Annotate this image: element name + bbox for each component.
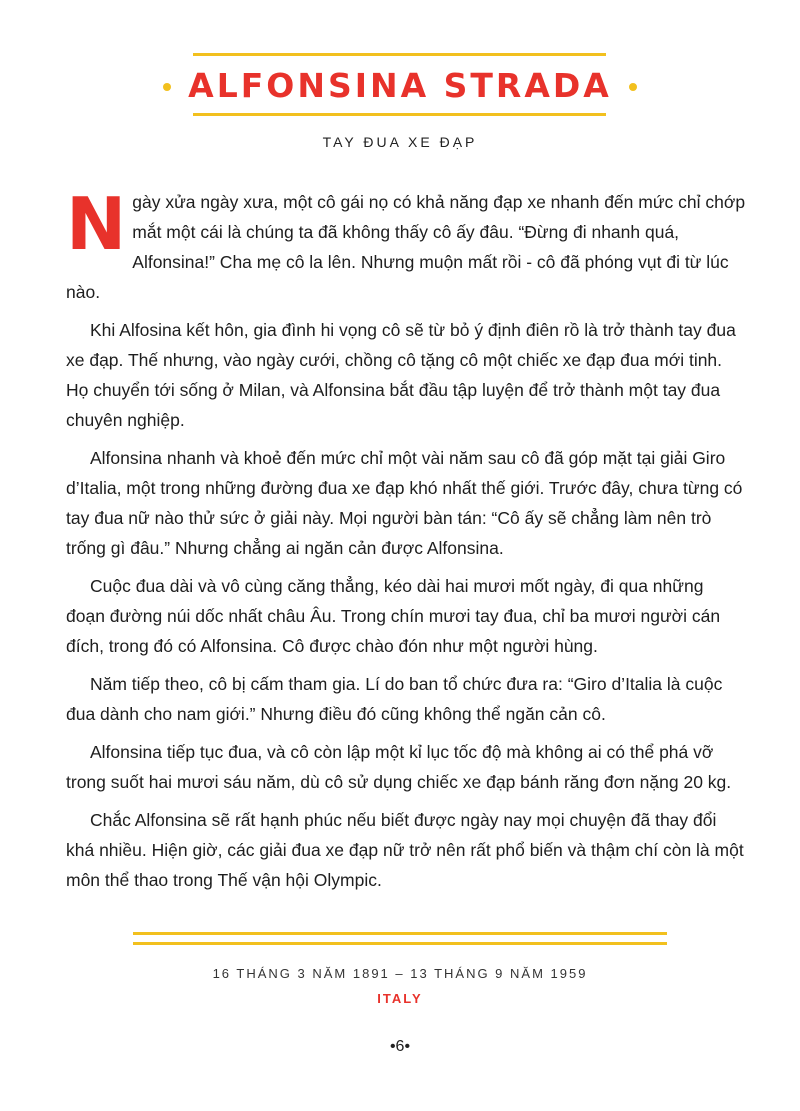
paragraph-1: Ngày xửa ngày xưa, một cô gái nọ có khả năng đạp xe nhanh đến mức chỉ chớp mắt một cái là chúng ta đã không thấy cô ấy đâu. “Đừng đi nhanh quá, Alfonsina!” Cha mẹ cô la lên. Nhưng muộn mất rồi - cô đã phóng vụt đi từ lúc nào. xyxy=(66,182,746,302)
footer-top-rule xyxy=(133,932,667,935)
page-subtitle: TAY ĐUA XE ĐẠP xyxy=(322,134,478,150)
paragraph-7: Chắc Alfonsina sẽ rất hạnh phúc nếu biết được ngày nay mọi chuyện đã thay đổi khá nhiều. Hiện giờ, các giải đua xe đạp nữ trở nên rất phổ biến và thậm chí còn là một môn thể thao trong Thế vận hội Olympic. xyxy=(66,810,744,890)
page-number: •6• xyxy=(389,1038,411,1055)
drop-cap: N xyxy=(66,182,127,266)
paragraph-2: Khi Alfosina kết hôn, gia đình hi vọng cô sẽ từ bỏ ý định điên rồ là trở thành tay đua xe đạp. Thế nhưng, vào ngày cưới, chồng cô tặng cô một chiếc xe đạp đua mới tinh. Họ chuyển tới sống ở Milan, và Alfonsina bắt đầu tập luyện để trở thành một tay đua chuyên nghiệp. xyxy=(66,320,736,430)
life-dates: 16 THÁNG 3 NĂM 1891 – 13 THÁNG 9 NĂM 1959 xyxy=(212,966,588,981)
paragraph-3: Alfonsina nhanh và khoẻ đến mức chỉ một vài năm sau cô đã góp mặt tại giải Giro d’Italia, một trong những đường đua xe đạp khó nhất thế giới. Trước đây, chưa từng có tay đua nữ nào thử sức ở giải này. Mọi người bàn tán: “Cô ấy sẽ chẳng làm nên trò trống gì đâu.” Nhưng chẳng ai ngăn cản được Alfonsina. xyxy=(66,448,743,558)
header-top-rule xyxy=(193,53,606,56)
country-label: ITALY xyxy=(377,991,423,1006)
header-bottom-rule xyxy=(193,113,606,116)
page-title: ALFONSINA STRADA xyxy=(188,66,612,105)
paragraph-6: Alfonsina tiếp tục đua, và cô còn lập một kỉ lục tốc độ mà không ai có thể phá vỡ trong suốt hai mươi sáu năm, dù cô sử dụng chiếc xe đạp bánh răng đơn nặng 20 kg. xyxy=(66,742,732,792)
footer-bottom-rule xyxy=(133,942,667,945)
article-body xyxy=(66,182,746,903)
paragraph-4: Cuộc đua dài và vô cùng căng thẳng, kéo dài hai mươi mốt ngày, đi qua những đoạn đường núi dốc nhất châu Âu. Trong chín mươi tay đua, chỉ ba mươi người cán đích, trong đó có Alfonsina. Cô được chào đón như một người hùng. xyxy=(66,576,721,656)
paragraph-5: Năm tiếp theo, cô bị cấm tham gia. Lí do ban tổ chức đưa ra: “Giro d’Italia là cuộc đua dành cho nam giới.” Nhưng điều đó cũng không thể ngăn cản cô. xyxy=(66,674,723,724)
